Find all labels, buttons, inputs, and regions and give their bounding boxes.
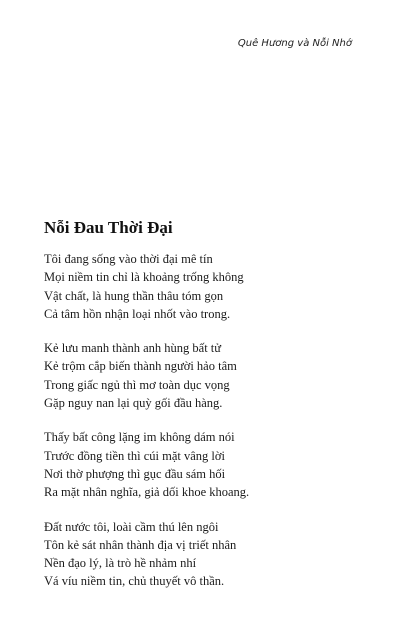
- stanza-2: [44, 339, 374, 412]
- poem-line: Đất nước tôi, loài cầm thú lên ngôi: [44, 519, 219, 534]
- poem-line: Trước đồng tiền thì cúi mặt vâng lời: [44, 448, 225, 463]
- poem-title: Nỗi Đau Thời Đại: [44, 218, 173, 237]
- running-header: Quê Hương và Nỗi Nhớ: [237, 38, 352, 49]
- poem-line: Vá víu niềm tin, chủ thuyết vô thần.: [44, 574, 225, 589]
- poem-line: Vật chất, là hung thần thâu tóm gọn: [44, 288, 224, 303]
- poem-line: Nền đạo lý, là trò hề nhảm nhí: [44, 556, 197, 571]
- poem-line: Thấy bất công lặng im không dám nói: [44, 430, 235, 445]
- stanza-1: [44, 250, 374, 323]
- poem-line: Kẻ lưu manh thành anh hùng bất tử: [44, 341, 222, 356]
- poem-line: Trong giấc ngủ thì mơ toàn dục vọng: [44, 377, 230, 392]
- poem-line: Ra mặt nhân nghĩa, giả dối khoe khoang.: [44, 485, 250, 500]
- poem-line: Mọi niềm tin chỉ là khoảng trống không: [44, 270, 244, 285]
- stanza-4: [44, 518, 374, 591]
- poem-line: Nơi thờ phượng thì gục đầu sám hối: [44, 466, 226, 481]
- poem-line: Tôi đang sống vào thời đại mê tín: [44, 252, 213, 266]
- poem-line: Tôn kẻ sát nhân thành địa vị triết nhân: [44, 537, 237, 552]
- poem-body: [44, 250, 374, 591]
- poem-line: Cả tâm hồn nhận loại nhốt vào trong.: [44, 306, 231, 321]
- poem-line: Kẻ trộm cắp biến thành người hảo tâm: [44, 359, 237, 374]
- stanza-3: [44, 428, 374, 501]
- poem-line: Gặp nguy nan lại quỳ gối đầu hàng.: [44, 396, 223, 411]
